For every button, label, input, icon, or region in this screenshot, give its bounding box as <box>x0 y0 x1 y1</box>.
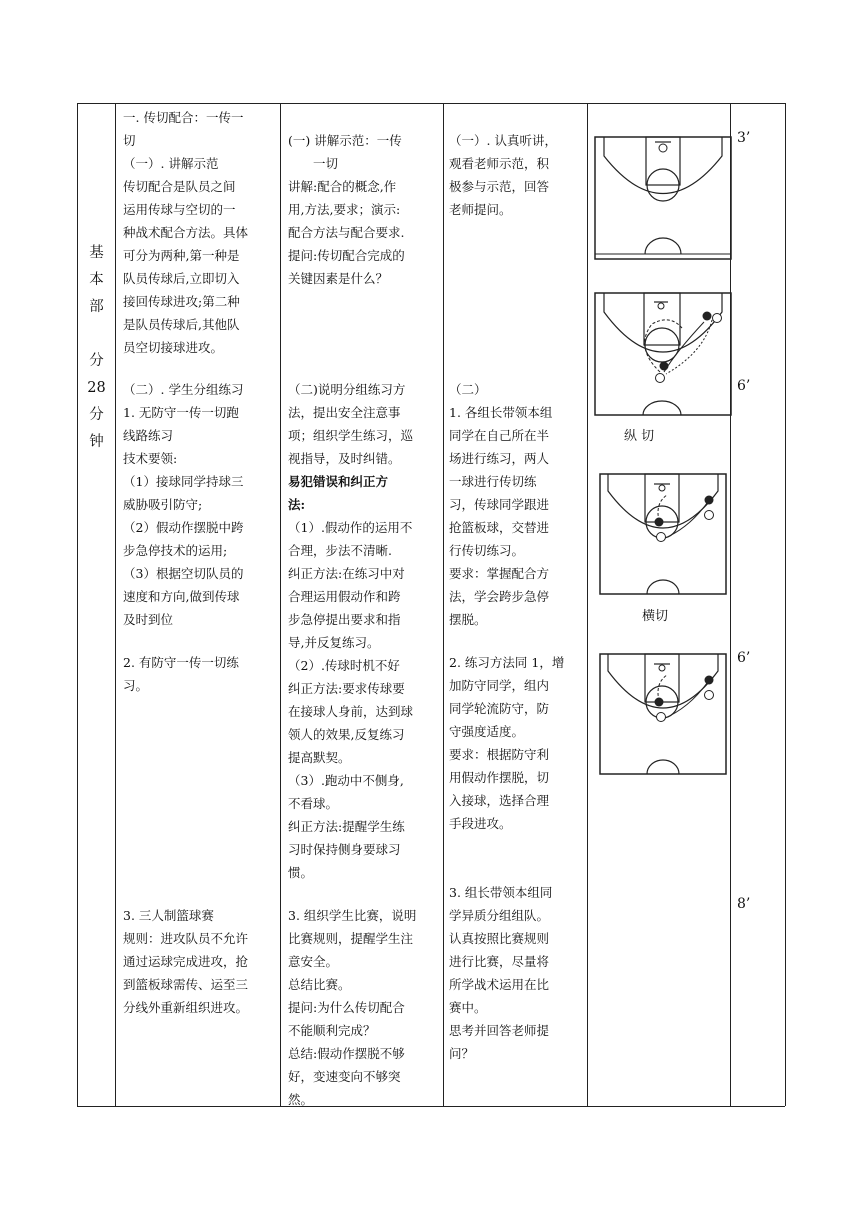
content-column-part4 <box>123 904 279 1019</box>
content-column-part2 <box>123 378 279 631</box>
content-part1: 一. 传切配合：一传一 切 （一）. 讲解示范 传切配合是队员之间 运用传球与空切的一 种战术配合方法。具体 可分为两种,第一种是 队员传球后,立即切入 接回传球进攻;第二种 是队员传球后,其他队 员空切接球进攻。 <box>123 110 249 355</box>
teacher-part1: (一) 讲解示范：一传 一切 讲解:配合的概念,作 用,方法,要求；演示: 配合方法与配合要求. 提问:传切配合完成的 关键因素是什么？ <box>288 133 405 286</box>
student-column <box>449 129 587 221</box>
student-part2: （二） 1. 各组长带领本组 同学在自己所在半 场进行练习，两人 一球进行传切练 习，传球同学跟进 抢篮板球，交替进 行传切练习。 要求：掌握配合方 法，学会跨步急停 摆脱。 <box>449 382 553 627</box>
vertical-cut-diagram <box>594 292 732 416</box>
student-part1: （一）. 认真听讲， 观看老师示范，积 极参与示范，回答 老师提问。 <box>449 133 557 217</box>
horizontal-cut-diagram-2 <box>594 653 732 775</box>
time-part4: 8’ <box>737 896 751 912</box>
column-divider <box>443 103 444 1106</box>
content-column <box>123 106 279 359</box>
column-divider <box>115 103 116 1106</box>
teacher-part2a: （二)说明分组练习方 法，提出安全注意事 项；组织学生练习，巡 视指导，及时纠错。 <box>288 382 414 466</box>
time-part3: 6’ <box>737 650 751 666</box>
teacher-part3: 3. 组织学生比赛，说明 比赛规则，提醒学生注 意安全。 总结比赛。 提问:为什么传切配合 不能顺利完成？ 总结:假动作摆脱不够 好，变速变向不够突 然。 <box>288 908 417 1107</box>
student-column-part4 <box>449 881 587 1065</box>
content-column-part3 <box>123 651 279 697</box>
time-part1: 3’ <box>737 130 751 146</box>
table-border-top <box>77 103 785 104</box>
teacher-errors-heading: 易犯错误和纠正方 法: <box>288 474 389 512</box>
teacher-column <box>288 129 442 290</box>
time-part2: 6’ <box>737 378 751 394</box>
column-divider <box>280 103 281 1106</box>
content-part2: （二）. 学生分组练习 1. 无防守一传一切跑 线路练习 技术要领: （1）接球同学持球三 威胁吸引防守; （2）假动作摆脱中跨 步急停技术的运用; （3）根据空切队员的 速度和方向,做到传球 及时到位 <box>123 382 244 627</box>
student-part4: 3. 组长带领本组同 学异质分组组队。 认真按照比赛规则 进行比赛，尽量将 所学战术运用在比 赛中。 思考并回答老师提 问？ <box>449 885 553 1061</box>
student-column-part2 <box>449 378 587 631</box>
half-court-diagram <box>594 136 732 260</box>
student-column-part3 <box>449 651 587 835</box>
table-border-right <box>785 103 786 1106</box>
horizontal-cut-caption: 横切 <box>642 609 669 624</box>
content-part3: 2. 有防守一传一切练 习。 <box>123 655 239 693</box>
horizontal-cut-diagram-1 <box>594 473 732 595</box>
vertical-cut-caption: 纵 切 <box>624 429 655 444</box>
student-part3: 2. 练习方法同 1，增 加防守同学，组内 同学轮流防守，防 守强度适度。 要求：根据防守利 用假动作摆脱，切 入接球，选择合理 手段进攻。 <box>449 655 565 831</box>
teacher-column-part3 <box>288 904 442 1111</box>
section-label: 基 本 部 分 28 分 钟 <box>87 245 106 450</box>
teacher-column-part2 <box>288 378 442 884</box>
teacher-part2b: （1）.假动作的运用不 合理，步法不清晰. 纠正方法:在练习中对 合理运用假动作和跨 步急停提出要求和指 导,并反复练习。 （2）.传球时机不好 纠正方法:要求传球要 在接球人身前，达到球 领人的效果,反复练习 提高默契。 （3）.跑动中不侧身, 不看球。 纠正方法:提醒学生练 习时保持侧身要球习 惯。 <box>288 520 414 880</box>
column-divider <box>587 103 588 1106</box>
content-part4: 3. 三人制篮球赛 规则：进攻队员不允许 通过运球完成进攻，抢 到篮板球需传、运至三 分线外重新组织进攻。 <box>123 908 249 1015</box>
